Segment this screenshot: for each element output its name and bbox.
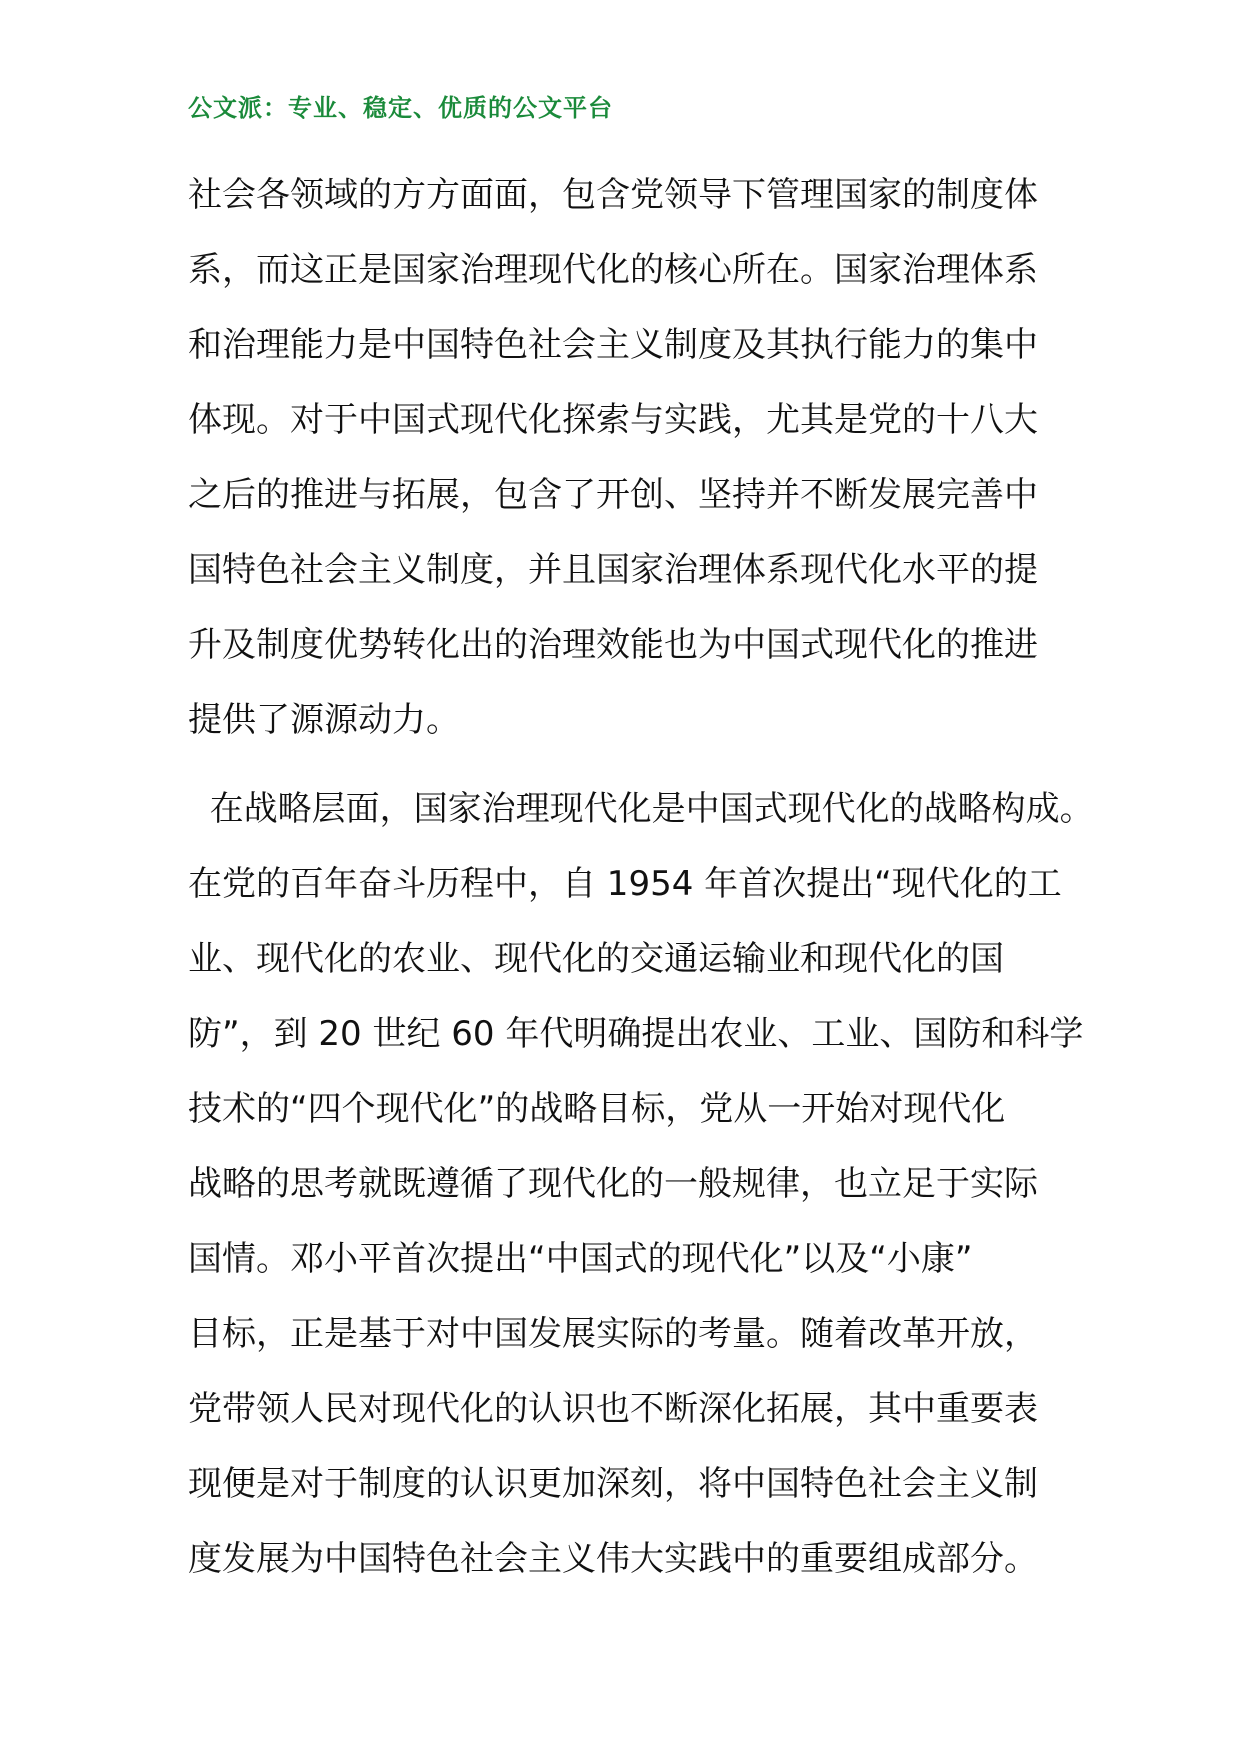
text-line: 体现。对于中国式现代化探索与实践，尤其是党的十八大 — [188, 400, 1038, 440]
text-line: 社会各领域的方方面面，包含党领导下管理国家的制度体 — [188, 175, 1038, 215]
text-line: 目标，正是基于对中国发展实际的考量。随着改革开放， — [188, 1314, 1038, 1354]
text-line: 在党的百年奋斗历程中，自 1954 年首次提出“现代化的工 — [188, 864, 1062, 904]
page-header: 公文派：专业、稳定、优质的公文平台 — [188, 94, 613, 122]
text-line: 度发展为中国特色社会主义伟大实践中的重要组成部分。 — [188, 1539, 1038, 1579]
text-line: 在战略层面，国家治理现代化是中国式现代化的战略构成。 — [188, 789, 1094, 829]
text-line: 业、现代化的农业、现代化的交通运输业和现代化的国 — [188, 939, 1004, 979]
text-line: 技术的“四个现代化”的战略目标，党从一开始对现代化 — [188, 1089, 1006, 1129]
text-line: 提供了源源动力。 — [188, 700, 460, 740]
paragraph-2 — [188, 772, 1094, 1597]
paragraph-1 — [188, 158, 1068, 758]
text-line: 防”，到 20 世纪 60 年代明确提出农业、工业、国防和科学 — [188, 1014, 1084, 1054]
text-line: 现便是对于制度的认识更加深刻，将中国特色社会主义制 — [188, 1464, 1038, 1504]
text-line: 系，而这正是国家治理现代化的核心所在。国家治理体系 — [188, 250, 1038, 290]
text-line: 升及制度优势转化出的治理效能也为中国式现代化的推进 — [188, 625, 1038, 665]
text-line: 国特色社会主义制度，并且国家治理体系现代化水平的提 — [188, 550, 1038, 590]
text-line: 国情。邓小平首次提出“中国式的现代化”以及“小康” — [188, 1239, 973, 1279]
text-line: 党带领人民对现代化的认识也不断深化拓展，其中重要表 — [188, 1389, 1038, 1429]
text-line: 之后的推进与拓展，包含了开创、坚持并不断发展完善中 — [188, 475, 1038, 515]
text-line: 战略的思考就既遵循了现代化的一般规律，也立足于实际 — [188, 1164, 1038, 1204]
text-line: 和治理能力是中国特色社会主义制度及其执行能力的集中 — [188, 325, 1038, 365]
